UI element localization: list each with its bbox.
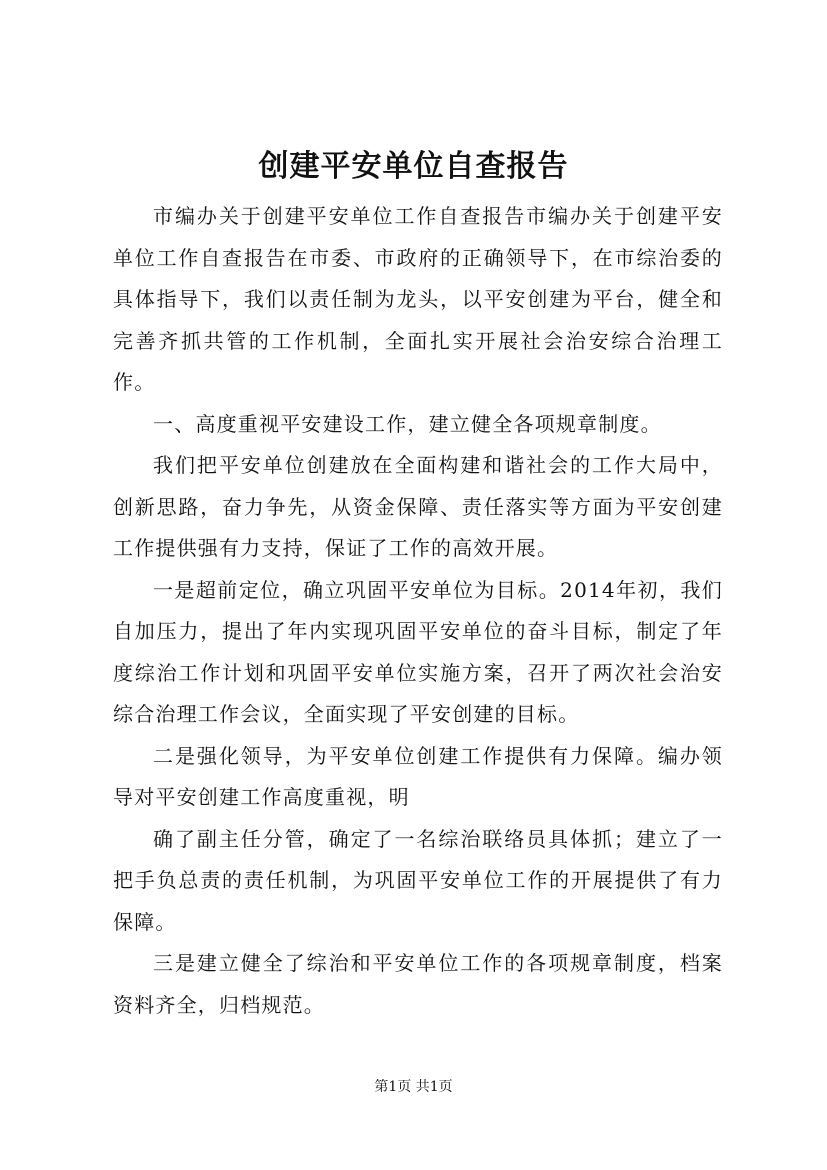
paragraph-point-two-continued: 确了副主任分管，确定了一名综治联络员具体抓；建立了一把手负总责的责任机制，为巩固平安单位工作的开展提供了有力保障。 bbox=[113, 826, 723, 934]
paragraph-intro: 市编办关于创建平安单位工作自查报告市编办关于创建平安单位工作自查报告在市委、市政府的正确领导下，在市综治委的具体指导下，我们以责任制为龙头，以平安创建为平台，健全和完善齐抓共管的工作机制，全面扎实开展社会治安综合治理工作。 bbox=[113, 204, 723, 394]
paragraph-point-three: 三是建立健全了综治和平安单位工作的各项规章制度，档案资料齐全，归档规范。 bbox=[113, 951, 723, 1017]
page-number-footer: 第1页 共1页 bbox=[374, 1079, 453, 1095]
paragraph-section-heading: 一、高度重视平安建设工作，建立健全各项规章制度。 bbox=[153, 411, 662, 436]
document-title: 创建平安单位自查报告 bbox=[258, 149, 569, 184]
document-body bbox=[113, 196, 723, 1026]
paragraph-overview: 我们把平安单位创建放在全面构建和谐社会的工作大局中，创新思路，奋力争先，从资金保障、责任落实等方面为平安创建工作提供强有力支持，保证了工作的高效开展。 bbox=[113, 453, 723, 560]
paragraph-point-one: 一是超前定位，确立巩固平安单位为目标。2014年初，我们自加压力，提出了年内实现巩固平安单位的奋斗目标，制定了年度综治工作计划和巩固平安单位实施方案，召开了两次社会治安综合治理工作会议，全面实现了平安创建的目标。 bbox=[113, 577, 723, 726]
paragraph-point-two: 二是强化领导，为平安单位创建工作提供有力保障。编办领导对平安创建工作高度重视，明 bbox=[113, 743, 723, 809]
